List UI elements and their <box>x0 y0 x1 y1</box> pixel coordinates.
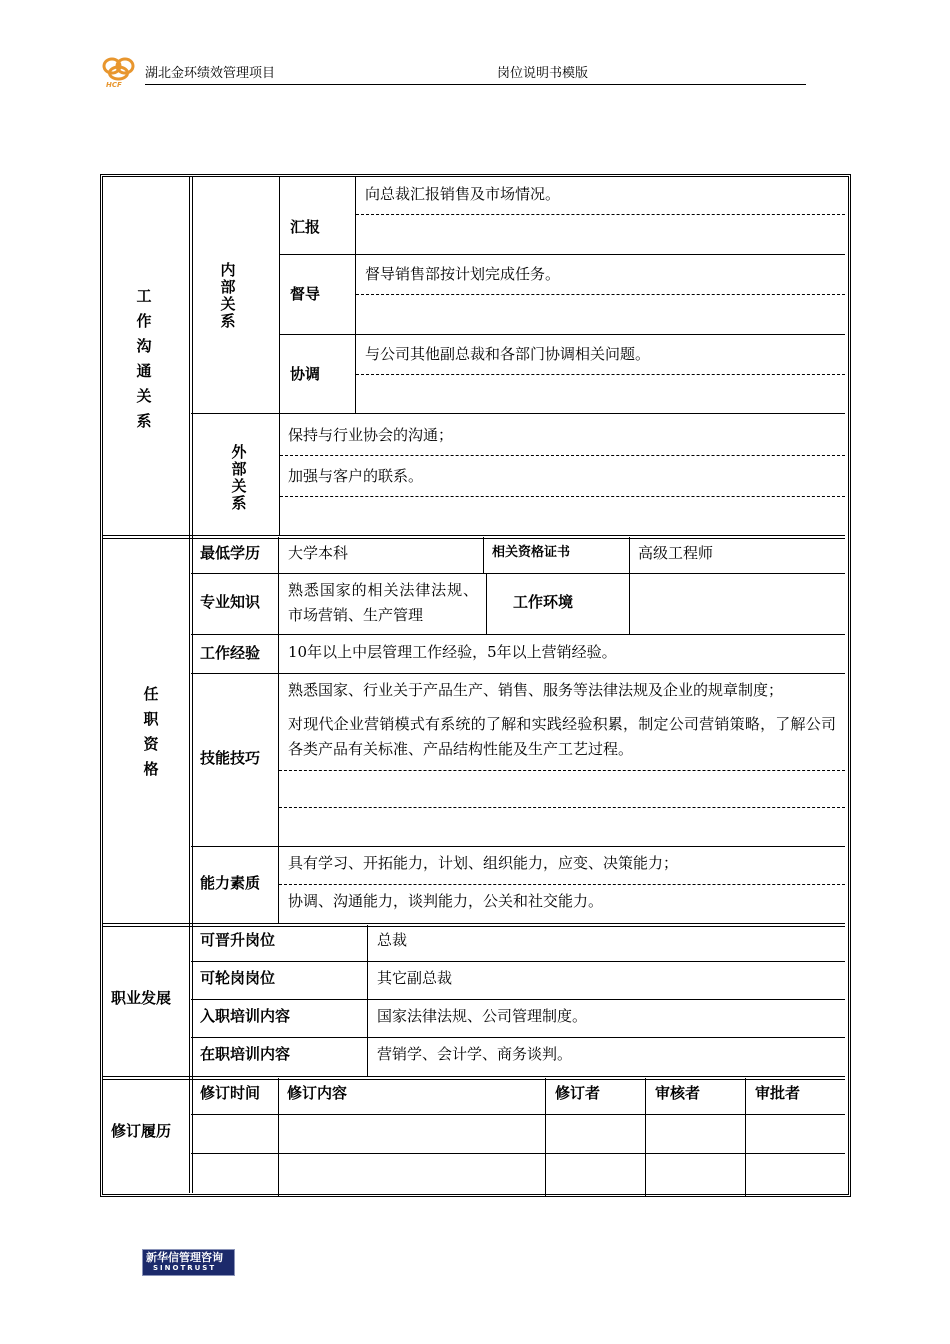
row-divider <box>191 673 845 674</box>
row-divider <box>191 846 845 847</box>
rotation-label: 可轮岗岗位 <box>200 969 276 987</box>
rotation-value: 其它副总裁 <box>377 969 453 987</box>
label-column-divider <box>367 925 368 1076</box>
label-column-divider <box>278 537 279 923</box>
section-divider <box>103 535 845 539</box>
external-dash-line <box>280 455 845 456</box>
environment-label: 工作环境 <box>513 593 574 611</box>
revision-section-label: 修订履历 <box>111 1122 172 1140</box>
cert-label: 相关资格证书 <box>492 545 571 560</box>
education-label: 最低学历 <box>200 544 261 562</box>
on-job-training-value: 营销学、会计学、商务谈判。 <box>377 1045 573 1063</box>
revision-header-time: 修订时间 <box>200 1084 261 1102</box>
report-label-dash <box>280 254 355 255</box>
revision-header-reviser: 修订者 <box>555 1084 601 1102</box>
experience-value: 10年以上中层管理工作经验，5年以上营销经验。 <box>288 643 617 661</box>
header-rule <box>145 84 806 85</box>
promotion-value: 总裁 <box>377 931 408 949</box>
qualification-section-label: 任 职 资 格 <box>143 685 159 778</box>
on-job-training-label: 在职培训内容 <box>200 1045 291 1063</box>
row-divider <box>191 999 845 1000</box>
onboarding-training-value: 国家法律法规、公司管理制度。 <box>377 1007 588 1025</box>
row-divider <box>191 1153 845 1154</box>
revision-col-divider <box>278 1078 279 1196</box>
report-label: 汇报 <box>290 218 321 236</box>
row-divider <box>280 254 845 255</box>
header-doc-title: 岗位说明书模版 <box>497 66 589 81</box>
internal-external-divider <box>191 413 845 414</box>
experience-label: 工作经验 <box>200 644 261 662</box>
hcf-logo-text: HCF <box>106 81 122 89</box>
onboarding-training-label: 入职培训内容 <box>200 1007 291 1025</box>
section-divider <box>103 1076 845 1080</box>
internal-relation-label: 内 部 关 系 <box>220 261 236 330</box>
knowledge-label: 专业知识 <box>200 593 261 611</box>
header-project-name: 湖北金环绩效管理项目 <box>145 66 276 81</box>
header <box>0 0 950 100</box>
ability-dash-line <box>279 884 845 885</box>
skills-line-1: 熟悉国家、行业关于产品生产、销售、服务等法律法规及企业的规章制度； <box>288 681 784 699</box>
cell-divider <box>486 573 487 634</box>
section-divider <box>103 923 845 927</box>
revision-header-content: 修订内容 <box>287 1084 348 1102</box>
revision-col-divider <box>645 1078 646 1196</box>
supervise-dash-line <box>356 294 845 295</box>
internal-content-divider <box>355 177 356 413</box>
skills-label: 技能技巧 <box>200 749 261 767</box>
ability-line-2: 协调、沟通能力，谈判能力，公关和社交能力。 <box>288 892 604 910</box>
knowledge-value: 熟悉国家的相关法律法规、市场营销、生产管理 <box>288 581 478 624</box>
revision-col-divider <box>745 1078 746 1196</box>
cell-divider <box>629 537 630 634</box>
coordinate-dash-line <box>356 374 845 375</box>
education-value: 大学本科 <box>288 544 349 562</box>
coordinate-label: 协调 <box>290 365 321 383</box>
external-dash-line <box>280 496 845 497</box>
ability-line-1: 具有学习、开拓能力，计划、组织能力，应变、决策能力； <box>288 854 679 872</box>
ability-label: 能力素质 <box>200 874 261 892</box>
external-line-2: 加强与客户的联系。 <box>288 467 424 485</box>
row-divider <box>191 961 845 962</box>
column-divider <box>189 177 193 1193</box>
footer-logo <box>142 1249 235 1276</box>
revision-header-approver: 审批者 <box>755 1084 801 1102</box>
career-section-label: 职业发展 <box>111 989 172 1007</box>
sub-label-divider <box>279 177 280 536</box>
cell-divider <box>483 537 484 573</box>
supervise-text: 督导销售部按计划完成任务。 <box>365 265 561 283</box>
skills-dash-line <box>279 807 845 808</box>
revision-col-divider <box>545 1078 546 1196</box>
footer-logo-en: SINOTRUST <box>153 1264 217 1272</box>
external-relation-label: 外 部 关 系 <box>231 443 247 512</box>
row-divider <box>280 334 845 335</box>
revision-header-reviewer: 审核者 <box>655 1084 701 1102</box>
row-divider <box>191 1114 845 1115</box>
footer-logo-cn: 新华信管理咨询 <box>146 1251 223 1264</box>
report-dash-line <box>356 214 845 215</box>
skills-dash-line <box>279 770 845 771</box>
report-text: 向总裁汇报销售及市场情况。 <box>365 185 561 203</box>
communication-section-label: 工 作 沟 通 关 系 <box>136 287 152 430</box>
supervise-label: 督导 <box>290 285 321 303</box>
external-line-1: 保持与行业协会的沟通； <box>288 426 454 444</box>
row-divider <box>191 1037 845 1038</box>
skills-line-2: 对现代企业营销模式有系统的了解和实践经验积累，制定公司营销策略，了解公司各类产品有关标准、产品结构性能及生产工艺过程。 <box>288 715 836 758</box>
coordinate-text: 与公司其他副总裁和各部门协调相关问题。 <box>365 345 651 363</box>
row-divider <box>191 634 845 635</box>
row-divider <box>191 573 845 574</box>
promotion-label: 可晋升岗位 <box>200 931 276 949</box>
cert-value: 高级工程师 <box>638 544 714 562</box>
